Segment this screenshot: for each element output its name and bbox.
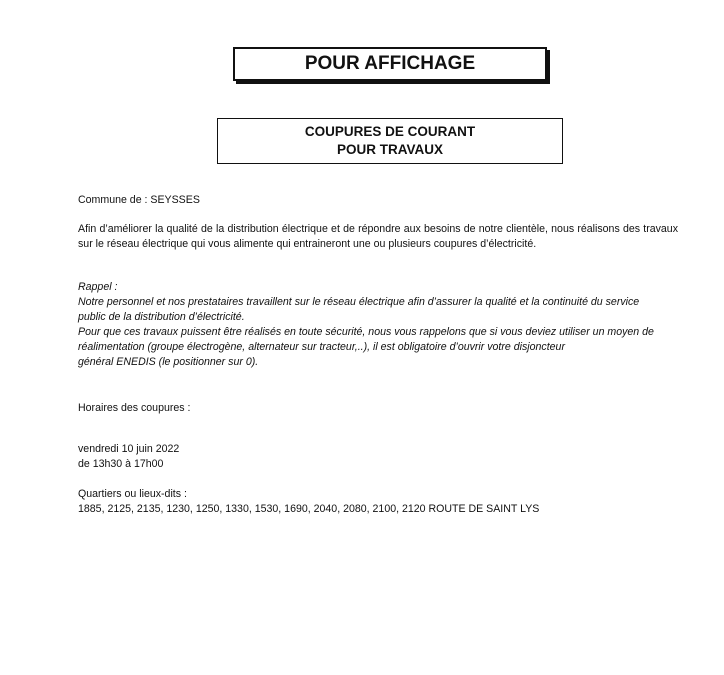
rappel-line-3: Pour que ces travaux puissent être réalisés en toute sécurité, nous vous rappelons que si vous deviez utiliser un moyen de (78, 326, 654, 338)
rappel-line-1: Notre personnel et nos prestataires travaillent sur le réseau électrique afin d’assurer la qualité et la continuité du service (78, 296, 640, 308)
quartiers-heading: Quartiers ou lieux-dits : (78, 488, 187, 500)
posting-banner: POUR AFFICHAGE (233, 47, 547, 81)
notice-title-box (217, 118, 563, 164)
outage-time: de 13h30 à 17h00 (78, 458, 164, 470)
rappel-line-2: public de la distribution d’électricité. (78, 311, 245, 323)
intro-paragraph: Afin d’améliorer la qualité de la distribution électrique et de répondre aux besoins de notre clientèle, nous réalisons des travaux sur le réseau électrique qui vous alimente qui entraineront une ou plusieurs coupures d’électricité. (78, 223, 678, 250)
rappel-heading: Rappel : (78, 281, 118, 293)
quartiers-list: 1885, 2125, 2135, 1230, 1250, 1330, 1530, 1690, 2040, 2080, 2100, 2120 ROUTE DE SAINT LYS (78, 503, 540, 515)
notice-title-line-2: POUR TRAVAUX (336, 142, 443, 157)
outage-date: vendredi 10 juin 2022 (78, 443, 180, 455)
horaires-heading: Horaires des coupures : (78, 402, 191, 414)
rappel-line-5: général ENEDIS (le positionner sur 0). (78, 356, 259, 368)
rappel-line-4: réalimentation (groupe électrogène, alternateur sur tracteur,..), il est obligatoire d’ouvrir votre disjoncteur (78, 341, 565, 353)
notice-title-line-1: COUPURES DE COURANT (304, 124, 476, 139)
commune-label: Commune de : SEYSSES (78, 194, 200, 206)
